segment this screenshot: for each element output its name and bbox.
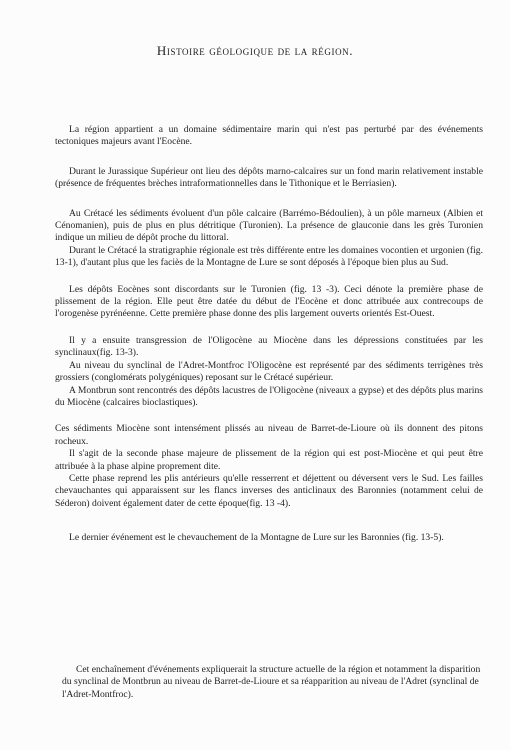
paragraph-intro: La région appartient a un domaine sédimentaire marin qui n'est pas perturbé par des événements tectoniques majeurs avant l'Eocène. — [55, 124, 483, 148]
paragraph-miocene-plisses: Ces sédiments Miocène sont intensément plissés au niveau de Barret-de-Lioure où ils donnent des pitons rocheux. — [55, 423, 483, 447]
paragraph-conclusion: Cet enchaînement d'événements expliquerait la structure actuelle de la région et notamment la disparition du synclinal de Montbrun au niveau de Barret-de-Lioure et sa réapparition au niveau de l'Adret (synclinal de l'Adret-Montfroc). — [62, 663, 481, 700]
paragraph-phase-alpine: Il s'agit de la seconde phase majeure de plissement de la région qui est post-Miocène et qui peut être attribuée à la phase alpine proprement dite. — [55, 448, 483, 472]
paragraph-jurassique: Durant le Jurassique Supérieur ont lieu des dépôts marno-calcaires sur un fond marin relativement instable (présence de fréquentes brèches intraformationnelles dans le Tithonique et le Berriasien). — [55, 165, 483, 190]
paragraph-eocene: Les dépôts Eocènes sont discordants sur le Turonien (fig. 13 -3). Ceci dénote la première phase de plissement de la région. Elle peut être datée du début de l'Eocène et donc attribuée aux contrecoups de l'orogenèse pyrénéenne. Cette première phase donne des plis largement ouverts orientés Est-Ouest. — [55, 283, 483, 320]
document-body — [55, 124, 483, 545]
paragraph-failles: Cette phase reprend les plis antérieurs qu'elle resserrent et déjettent ou déversent vers le Sud. Les failles chevauchantes qui apparaissent sur les flancs inverses des anticlinaux des Baronnies (notamment celui de Séderon) doivent également dater de cette époque(fig. 13 -4). — [55, 472, 483, 509]
paragraph-adret-montfroc: Au niveau du synclinal de l'Adret-Montfroc l'Oligocène est représenté par des sédiments terrigènes très grossiers (conglomérats polygéniques) reposant sur le Crétacé supérieur. — [55, 359, 483, 384]
paragraph-cretace: Au Crétacé les sédiments évoluent d'un pôle calcaire (Barrémo-Bédoulien), à un pôle marneux (Albien et Cénomanien), puis de plus en plus détritique (Turonien). La présence de glauconie dans les grès Turonien indique un milieu de dépôt proche du littoral. — [55, 207, 483, 244]
page-title: Histoire géologique de la région. — [156, 43, 354, 58]
paragraph-montbrun: A Montbrun sont rencontrés des dépôts lacustres de l'Oligocène (niveaux a gypse) et des dépôts plus marins du Miocène (calcaires bioclastiques). — [55, 384, 483, 408]
paragraph-cretace-stratigraphie: Durant le Crétacé la stratigraphie régionale est très différente entre les domaines vocontien et urgonien (fig. 13-1), d'autant plus que les faciès de la Montagne de Lure se sont déposés à l'époque bien plus au Sud. — [55, 244, 483, 269]
paragraph-chevauchement: Le dernier événement est le chevauchement de la Montagne de Lure sur les Baronnies (fig. 13-5). — [69, 532, 444, 544]
paragraph-transgression: Il y a ensuite transgression de l'Oligocène au Miocène dans les dépressions constituées par les synclinaux(fig. 13-3). — [55, 334, 483, 359]
